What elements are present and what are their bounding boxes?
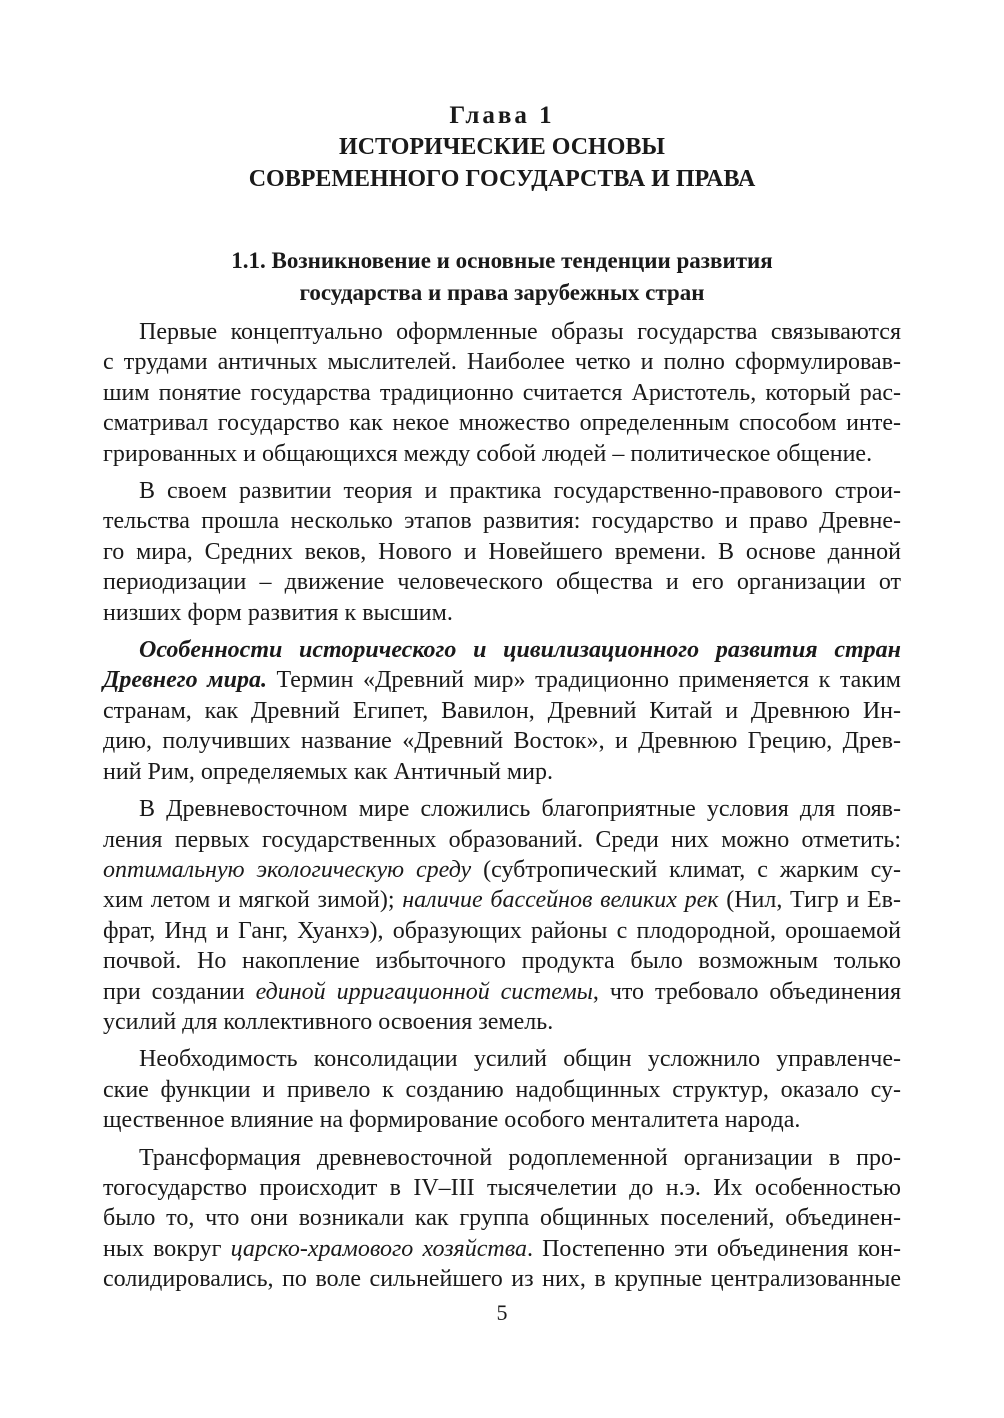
text-line: тогосударство происходит в IV–III тысячелетии до н.э. Их особенностью bbox=[103, 1174, 901, 1201]
text-line: с трудами античных мыслителей. Наиболее четко и полно сформулировав- bbox=[103, 349, 901, 376]
text-line: усилий для коллективного освоения земель. bbox=[103, 1008, 554, 1035]
text-line: Трансформация древневосточной родоплеменной организации в про- bbox=[139, 1144, 901, 1171]
text-fragment: (Нил, Тигр и Ев- bbox=[718, 887, 901, 914]
paragraph-1 bbox=[103, 317, 901, 469]
text-line: В Древневосточном мире сложились благоприятные условия для появ- bbox=[139, 796, 901, 823]
text-line: тельства прошла несколько этапов развития: государство и право Древне- bbox=[103, 508, 901, 535]
italic-term: наличие бассейнов великих рек bbox=[402, 887, 719, 914]
text-line: В своем развитии теория и практика государственно-правового строи- bbox=[139, 478, 901, 505]
text-line: солидировались, по воле сильнейшего из них, в крупные централизованные bbox=[103, 1266, 901, 1293]
text-fragment: (субтропический климат, с жарким су- bbox=[471, 856, 901, 883]
chapter-number: Глава 1 bbox=[449, 102, 555, 129]
text-line: Первые концептуально оформленные образы государства связываются bbox=[139, 319, 901, 345]
text-line: странам, как Древний Египет, Вавилон, Древний Китай и Древнюю Ин- bbox=[103, 697, 901, 724]
text-line: ские функции и привело к созданию надобщинных структур, оказало су- bbox=[103, 1076, 901, 1103]
text-line: шим понятие государства традиционно считается Аристотель, который рас- bbox=[103, 379, 901, 406]
emphasis-heading-end: Древнего мира. bbox=[103, 667, 267, 694]
paragraph-5 bbox=[103, 1044, 901, 1135]
text-fragment: , что требовало объединения bbox=[592, 978, 901, 1005]
text-line: периодизации – движение человеческого общества и его организации от bbox=[103, 569, 901, 596]
text-line: было то, что они возникали как группа общинных поселений, объединен- bbox=[103, 1205, 901, 1232]
text-line: го мира, Средних веков, Нового и Новейшего времени. В основе данной bbox=[103, 538, 901, 565]
italic-term: единой ирригационной системы bbox=[255, 978, 593, 1005]
page-body bbox=[103, 100, 901, 1302]
page-number: 5 bbox=[496, 1300, 508, 1325]
emphasis-heading: Особенности исторического и цивилизационного развития стран bbox=[139, 637, 901, 664]
text-line: Необходимость консолидации усилий общин усложнило управленче- bbox=[139, 1046, 901, 1073]
text-line: грированных и общающихся между собой людей – политическое общение. bbox=[103, 440, 873, 467]
text-line: почвой. Но накопление избыточного продукта было возможным только bbox=[103, 948, 901, 975]
italic-term: царско-храмового хозяйства bbox=[230, 1235, 527, 1262]
text-fragment: хим летом и мягкой зимой); bbox=[103, 887, 403, 914]
text-line: фрат, Инд и Ганг, Хуанхэ), образующих районы с плодородной, орошаемой bbox=[103, 917, 901, 944]
section-title bbox=[103, 245, 901, 309]
section-title-line-1: 1.1. Возникновение и основные тенденции развития bbox=[231, 248, 773, 273]
text-line: ления первых государственных образований. Среди них можно отметить: bbox=[103, 826, 901, 853]
text-line bbox=[103, 665, 901, 695]
text-fragment: при создании bbox=[103, 978, 256, 1005]
text-fragment: . Постепенно эти объединения кон- bbox=[526, 1235, 901, 1262]
text-line: ний Рим, определяемых как Античный мир. bbox=[103, 758, 553, 785]
text-line: дию, получивших название «Древний Восток», и Древнюю Грецию, Древ- bbox=[103, 728, 901, 755]
paragraph-4 bbox=[103, 794, 901, 1037]
text-line bbox=[103, 855, 901, 885]
text-line: сматривал государство как некое множество определенным способом инте- bbox=[103, 410, 901, 437]
text-fragment: ных вокруг bbox=[103, 1235, 231, 1262]
italic-term: оптимальную экологическую среду bbox=[103, 856, 472, 883]
text-line bbox=[103, 885, 901, 915]
chapter-title-line-1: ИСТОРИЧЕСКИЕ ОСНОВЫ bbox=[339, 134, 665, 160]
text-line: щественное влияние на формирование особого менталитета народа. bbox=[103, 1107, 801, 1134]
paragraph-6 bbox=[103, 1143, 901, 1295]
paragraph-3 bbox=[103, 635, 901, 787]
paragraph-2 bbox=[103, 476, 901, 628]
text-fragment: Термин «Древний мир» традиционно применяется к таким bbox=[266, 667, 901, 694]
text-line bbox=[103, 1234, 901, 1264]
text-line bbox=[103, 977, 901, 1007]
section-title-line-2: государства и права зарубежных стран bbox=[299, 280, 705, 305]
text-line: низших форм развития к высшим. bbox=[103, 599, 453, 626]
chapter-title-line-2: СОВРЕМЕННОГО ГОСУДАРСТВА И ПРАВА bbox=[248, 166, 756, 192]
